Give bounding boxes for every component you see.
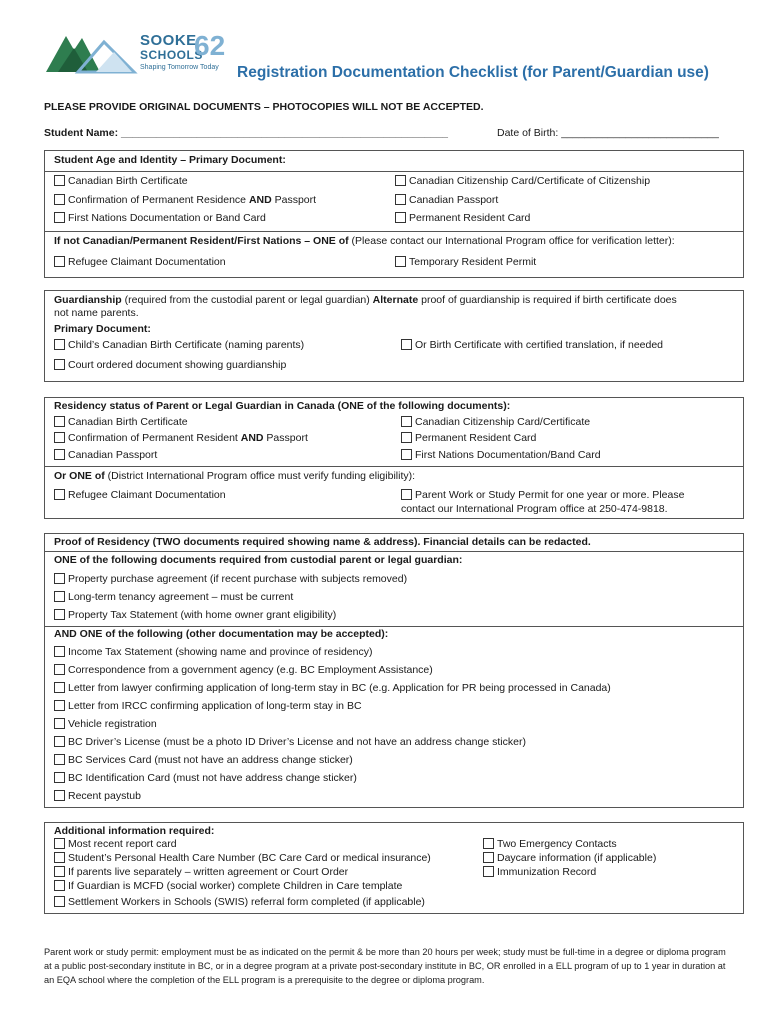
item-label: First Nations Documentation/Band Card	[415, 449, 601, 461]
residency-status-section	[44, 397, 744, 519]
identity-heading: Student Age and Identity – Primary Document:	[54, 154, 286, 166]
district-logo	[44, 28, 244, 76]
checklist-item[interactable]	[54, 573, 407, 586]
checklist-item[interactable]	[54, 359, 286, 372]
checkbox[interactable]	[401, 339, 412, 350]
checklist-item[interactable]	[54, 339, 304, 352]
item-label: If parents live separately – written agreement or Court Order	[68, 866, 349, 878]
checkbox[interactable]	[401, 449, 412, 460]
divider	[45, 551, 743, 552]
item-label: Canadian Citizenship Card/Certificate	[415, 416, 591, 428]
item-label: Settlement Workers in Schools (SWIS) referral form completed (if applicable)	[68, 896, 425, 908]
item-label: Letter from IRCC confirming application of long-term stay in BC	[68, 700, 362, 712]
checkbox[interactable]	[54, 256, 65, 267]
checklist-item[interactable]	[401, 416, 590, 429]
logo-tagline: Shaping Tomorrow Today	[140, 64, 219, 71]
checkbox[interactable]	[54, 754, 65, 765]
checkbox[interactable]	[54, 175, 65, 186]
notice-heading: PLEASE PROVIDE ORIGINAL DOCUMENTS – PHOTOCOPIES WILL NOT BE ACCEPTED.	[44, 101, 484, 113]
checklist-item[interactable]	[54, 449, 157, 462]
checklist-item[interactable]	[483, 852, 656, 865]
group2-heading: AND ONE of the following (other documentation may be accepted):	[54, 628, 389, 640]
item-label: Passport	[271, 194, 317, 206]
item-label: BC Identification Card (must not have address change sticker)	[68, 772, 357, 784]
group1-heading: ONE of the following documents required from custodial parent or legal guardian:	[54, 554, 463, 566]
checkbox[interactable]	[54, 212, 65, 223]
item-label: Temporary Resident Permit	[409, 256, 537, 268]
note-bold: If not Canadian/Permanent Resident/First Nations – ONE of	[54, 235, 349, 247]
if-not-canadian-note	[54, 235, 675, 248]
logo-line-2: SCHOOLS	[140, 48, 203, 62]
checkbox[interactable]	[54, 573, 65, 584]
checkbox[interactable]	[395, 212, 406, 223]
checklist-item[interactable]	[54, 591, 293, 604]
proof-of-residency-heading: Proof of Residency (TWO documents required showing name & address). Financial details can be redacted.	[54, 536, 591, 548]
intro-text: (required from the custodial parent or legal guardian)	[121, 294, 373, 306]
item-label: BC Driver’s License (must be a photo ID Driver’s License and not have an address change sticker)	[68, 736, 526, 748]
checkbox[interactable]	[401, 432, 412, 443]
additional-information-heading: Additional information required:	[54, 825, 215, 837]
checkbox[interactable]	[395, 194, 406, 205]
item-label-bold: AND	[240, 432, 264, 444]
checklist-item[interactable]	[54, 896, 425, 909]
checkbox[interactable]	[54, 359, 65, 370]
mountain-tree-logo-icon	[44, 28, 140, 76]
item-label-bold: AND	[248, 194, 272, 206]
footnote: Parent work or study permit: employment must be as indicated on the permit & be more than 20 hours per week; study must be full-time in a degree or diploma program at a public post-secondary institute in BC, or in a degree program at a private post-secondary institute in BC, OR enrolled in a ELL program of up to 1 year in duration at an EQA school where the completion of the ELL program is a prerequisite to the degree or diploma program.	[44, 947, 726, 985]
checkbox[interactable]	[54, 736, 65, 747]
item-label: Daycare information (if applicable)	[497, 852, 657, 864]
item-label: Income Tax Statement (showing name and province of residency)	[68, 646, 373, 658]
checkbox[interactable]	[54, 194, 65, 205]
primary-document-label: Primary Document:	[54, 323, 151, 335]
note-bold: Or ONE of	[54, 470, 105, 482]
item-label: First Nations Documentation or Band Card	[68, 212, 266, 224]
item-label: Vehicle registration	[68, 718, 157, 730]
checklist-item[interactable]	[483, 866, 596, 879]
item-label: Court ordered document showing guardianship	[68, 359, 287, 371]
checkbox[interactable]	[54, 772, 65, 783]
note-text: (District International Program office must verify funding eligibility):	[104, 470, 416, 482]
checklist-item[interactable]	[54, 866, 348, 879]
checkbox[interactable]	[401, 489, 412, 500]
divider	[45, 466, 743, 467]
checklist-item[interactable]	[54, 772, 357, 785]
checkbox[interactable]	[54, 718, 65, 729]
page-title: Registration Documentation Checklist (for Parent/Guardian use)	[237, 64, 709, 81]
checkbox[interactable]	[54, 449, 65, 460]
checkbox[interactable]	[54, 700, 65, 711]
checklist-item[interactable]	[483, 838, 617, 851]
checkbox[interactable]	[54, 416, 65, 427]
residency-status-heading: Residency status of Parent or Legal Guardian in Canada (ONE of the following documents):	[54, 400, 511, 412]
checklist-item[interactable]	[395, 175, 650, 188]
intro-bold: Alternate	[372, 294, 419, 306]
checkbox[interactable]	[54, 682, 65, 693]
checklist-item[interactable]	[54, 718, 157, 731]
logo-line-1: SOOKE	[140, 32, 197, 49]
checklist-item[interactable]	[54, 700, 362, 713]
item-label: Permanent Resident Card	[415, 432, 537, 444]
divider	[45, 231, 743, 232]
checkbox[interactable]	[54, 339, 65, 350]
checkbox[interactable]	[395, 175, 406, 186]
guardianship-intro-line2: not name parents.	[54, 307, 139, 319]
item-label: Parent Work or Study Permit for one year or more. Please	[415, 489, 685, 501]
item-label: Canadian Birth Certificate	[68, 416, 188, 428]
checklist-item[interactable]	[54, 880, 402, 893]
checkbox[interactable]	[54, 664, 65, 675]
item-label-continued: contact our International Program office at 250-474-9818.	[401, 503, 668, 515]
note-text: (Please contact our International Program office for verification letter):	[348, 235, 675, 247]
item-label: Student’s Personal Health Care Number (BC Care Card or medical insurance)	[68, 852, 431, 864]
checklist-item[interactable]	[395, 194, 498, 207]
checkbox[interactable]	[54, 880, 65, 891]
checkbox[interactable]	[54, 866, 65, 877]
checklist-item[interactable]	[54, 736, 526, 749]
item-label: Confirmation of Permanent Resident	[68, 432, 241, 444]
checklist-item[interactable]	[54, 416, 188, 429]
divider	[45, 171, 743, 172]
checkbox[interactable]	[54, 646, 65, 657]
item-label: Canadian Passport	[409, 194, 499, 206]
additional-information-section	[44, 822, 744, 914]
divider	[45, 626, 743, 627]
checkbox[interactable]	[54, 432, 65, 443]
guardianship-intro	[54, 294, 677, 307]
checkbox[interactable]	[54, 838, 65, 849]
checkbox[interactable]	[395, 256, 406, 267]
item-label: Canadian Citizenship Card/Certificate of Citizenship	[409, 175, 651, 187]
checkbox[interactable]	[54, 852, 65, 863]
checklist-item[interactable]	[54, 194, 316, 207]
identity-section	[44, 150, 744, 278]
item-label: Confirmation of Permanent Residence	[68, 194, 249, 206]
checklist-item[interactable]	[401, 489, 684, 502]
item-label: Refugee Claimant Documentation	[68, 489, 226, 501]
item-label: Two Emergency Contacts	[497, 838, 617, 850]
checklist-item[interactable]	[54, 175, 188, 188]
checkbox[interactable]	[54, 790, 65, 801]
item-label: Correspondence from a government agency (e.g. BC Employment Assistance)	[68, 664, 433, 676]
item-label: Canadian Birth Certificate	[68, 175, 188, 187]
item-label: Long-term tenancy agreement – must be current	[68, 591, 294, 603]
item-label: Permanent Resident Card	[409, 212, 531, 224]
date-of-birth-field[interactable]: Date of Birth: ___________________________	[497, 127, 719, 139]
checklist-item[interactable]	[54, 646, 372, 659]
checkbox[interactable]	[54, 896, 65, 907]
intro-text: proof of guardianship is required if birth certificate does	[418, 294, 677, 306]
checklist-item[interactable]	[54, 754, 353, 767]
checklist-item[interactable]	[54, 212, 266, 225]
checkbox[interactable]	[54, 609, 65, 620]
checklist-item[interactable]	[401, 432, 536, 445]
checklist-item[interactable]	[54, 489, 226, 502]
item-label: If Guardian is MCFD (social worker) complete Children in Care template	[68, 880, 403, 892]
checklist-item[interactable]	[54, 609, 336, 622]
checkbox[interactable]	[54, 489, 65, 500]
item-label: BC Services Card (must not have an address change sticker)	[68, 754, 353, 766]
checklist-item[interactable]	[54, 838, 177, 851]
item-label: Most recent report card	[68, 838, 177, 850]
logo-number: 62	[194, 30, 226, 61]
or-one-of-note	[54, 470, 415, 483]
item-label: Canadian Passport	[68, 449, 158, 461]
checklist-item[interactable]	[54, 664, 433, 677]
checklist-item[interactable]	[395, 256, 536, 269]
item-label: Passport	[263, 432, 308, 444]
item-label: Letter from lawyer confirming application of long-term stay in BC (e.g. Application for PR being processed in Canada)	[68, 682, 611, 694]
checklist-item[interactable]	[401, 339, 663, 352]
item-label: Refugee Claimant Documentation	[68, 256, 226, 268]
proof-of-residency-section	[44, 533, 744, 808]
item-label: Child’s Canadian Birth Certificate (naming parents)	[68, 339, 305, 351]
intro-bold: Guardianship	[54, 294, 122, 306]
checklist-item[interactable]	[54, 852, 431, 865]
checklist-item[interactable]	[54, 432, 308, 445]
item-label: Immunization Record	[497, 866, 597, 878]
checklist-item[interactable]	[395, 212, 530, 225]
checkbox[interactable]	[483, 866, 494, 877]
checkbox[interactable]	[483, 852, 494, 863]
guardianship-section	[44, 290, 744, 382]
checkbox[interactable]	[401, 416, 412, 427]
student-name-field[interactable]: Student Name: ________________________________________________________	[44, 127, 449, 139]
item-label: Property Tax Statement (with home owner grant eligibility)	[68, 609, 337, 621]
item-label: Property purchase agreement (if recent purchase with subjects removed)	[68, 573, 408, 585]
checklist-item[interactable]	[54, 256, 226, 269]
item-label: Or Birth Certificate with certified translation, if needed	[415, 339, 664, 351]
checklist-item[interactable]	[54, 790, 141, 803]
checklist-item[interactable]	[54, 682, 611, 695]
checklist-item[interactable]	[401, 449, 601, 462]
item-label: Recent paystub	[68, 790, 141, 802]
checkbox[interactable]	[483, 838, 494, 849]
checkbox[interactable]	[54, 591, 65, 602]
